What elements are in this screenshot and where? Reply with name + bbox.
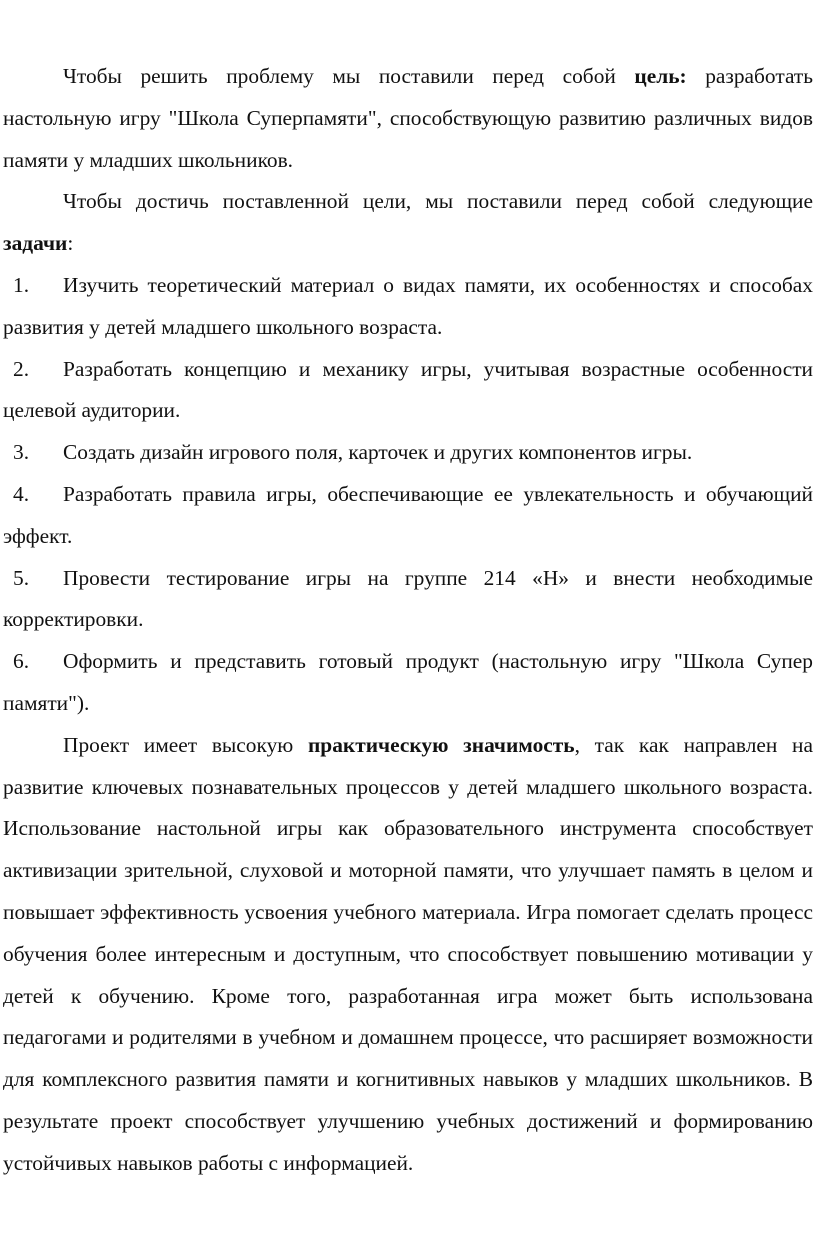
list-item-number: 5. [13, 565, 30, 590]
list-item [3, 432, 813, 474]
list-item-text: Оформить и представить готовый продукт (настольную игру "Школа Супер памяти"). [3, 649, 813, 715]
goal-paragraph-start: Чтобы решить проблему мы поставили перед собой [63, 64, 635, 88]
goal-keyword: цель: [634, 64, 687, 88]
goal-paragraph [3, 56, 813, 181]
list-item-number: 1. [13, 272, 30, 297]
list-item-number: 2. [13, 356, 30, 381]
list-item [3, 474, 813, 558]
list-item-text: Разработать концепцию и механику игры, учитывая возрастные особенности целевой аудитории. [3, 356, 813, 423]
tasks-intro-paragraph [3, 181, 813, 265]
significance-start: Проект имеет высокую [63, 732, 308, 757]
list-item-text: Создать дизайн игрового поля, карточек и других компонентов игры. [63, 440, 693, 465]
significance-paragraph [3, 725, 813, 1185]
list-item [3, 558, 813, 642]
significance-end: , так как направлен на развитие ключевых познавательных процессов у детей младшего школьного возраста. Использование настольной игры как образовательного инструмента способствует активизации зрительной, слуховой и моторной памяти, что улучшает память в целом и повышает эффективность усвоения учебного материала. Игра помогает сделать процесс обучения более интересным и доступным, что способствует повышению мотивации у детей к обучению. Кроме того, разработанная игра может быть использована педагогами и родителями в учебном и домашнем процессе, что расширяет возможности для комплексного развития памяти и когнитивных навыков у младших школьников. В результате проект способствует улучшению учебных достижений и формированию устойчивых навыков работы с информацией. [3, 732, 813, 1175]
list-item-text: Провести тестирование игры на группе 214 «Н» и внести необходимые корректировки. [3, 565, 813, 632]
document-page [3, 56, 813, 1185]
tasks-intro-start: Чтобы достичь поставленной цели, мы поставили перед собой следующие [63, 189, 813, 214]
list-item-number: 4. [13, 481, 30, 506]
list-item-number: 3. [13, 440, 30, 465]
tasks-keyword: задачи [3, 231, 68, 256]
list-item [3, 265, 813, 349]
tasks-intro-end: : [67, 231, 74, 256]
list-item-text: Разработать правила игры, обеспечивающие ее увлекательность и обучающий эффект. [3, 481, 813, 548]
list-item [3, 349, 813, 433]
significance-keyword: практическую значимость [307, 732, 575, 757]
list-item-text: Изучить теоретический материал о видах памяти, их особенностях и способах развития у детей младшего школьного возраста. [3, 272, 813, 339]
goal-paragraph-end: разработать настольную игру "Школа Суперпамяти", способствующую развитию различных видов памяти у младших школьников. [3, 64, 813, 172]
list-item-number: 6. [13, 649, 30, 674]
list-item [3, 641, 813, 725]
tasks-list [3, 265, 813, 725]
